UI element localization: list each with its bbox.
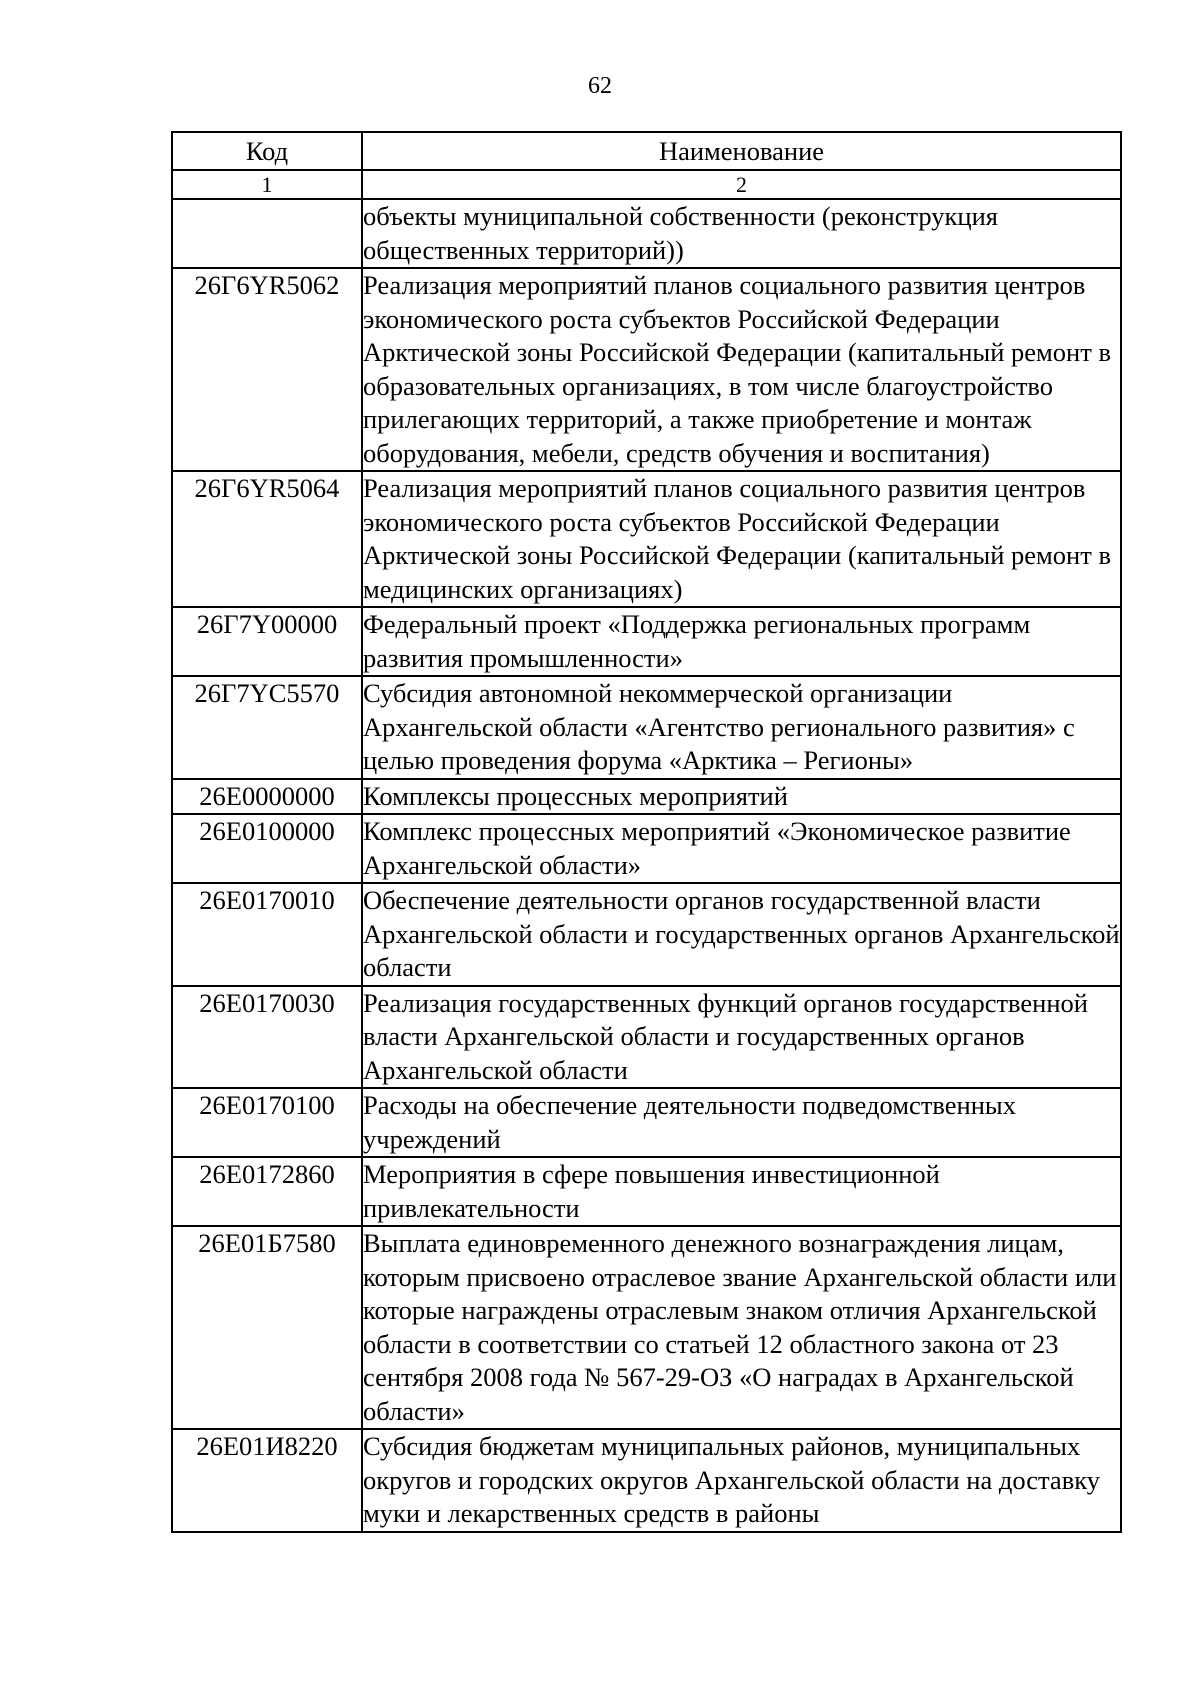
row-name: Субсидия бюджетам муниципальных районов, муниципальных округов и городских округов Архангельской области на доставку муки и лекарственных средств в районы xyxy=(362,1429,1121,1532)
table-row xyxy=(172,471,1121,607)
table-row xyxy=(172,607,1121,676)
row-code: 26Е0170030 xyxy=(172,986,362,1089)
row-name: Федеральный проект «Поддержка региональных программ развития промышленности» xyxy=(362,607,1121,676)
table-row xyxy=(172,199,1121,268)
row-code: 26Е0172860 xyxy=(172,1157,362,1226)
row-code: 26Г6YR5062 xyxy=(172,268,362,471)
row-name: Реализация государственных функций органов государственной власти Архангельской области и государственных органов Архангельской области xyxy=(362,986,1121,1089)
header-name: Наименование xyxy=(362,132,1121,170)
row-code: 26Г6YR5064 xyxy=(172,471,362,607)
row-code xyxy=(172,199,362,268)
table-row xyxy=(172,268,1121,471)
header-code: Код xyxy=(172,132,362,170)
row-code: 26Е0100000 xyxy=(172,814,362,883)
column-numbers-row xyxy=(172,170,1121,199)
row-name: Обеспечение деятельности органов государственной власти Архангельской области и государственных органов Архангельской области xyxy=(362,883,1121,986)
row-name: Субсидия автономной некоммерческой организации Архангельской области «Агентство регионального развития» с целью проведения форума «Арктика – Регионы» xyxy=(362,676,1121,779)
row-name: Мероприятия в сфере повышения инвестиционной привлекательности xyxy=(362,1157,1121,1226)
row-name: объекты муниципальной собственности (реконструкция общественных территорий)) xyxy=(362,199,1121,268)
row-name: Комплексы процессных мероприятий xyxy=(362,779,1121,815)
column-number-2: 2 xyxy=(362,170,1121,199)
row-name: Реализация мероприятий планов социального развития центров экономического роста субъектов Российской Федерации Арктической зоны Российской Федерации (капитальный ремонт в образовательных организациях, в том числе благоустройство прилегающих территорий, а также приобретение и монтаж оборудования, мебели, средств обучения и воспитания) xyxy=(362,268,1121,471)
row-code: 26Г7YC5570 xyxy=(172,676,362,779)
table-row xyxy=(172,814,1121,883)
table-row xyxy=(172,883,1121,986)
row-code: 26Е0000000 xyxy=(172,779,362,815)
row-name: Расходы на обеспечение деятельности подведомственных учреждений xyxy=(362,1088,1121,1157)
row-code: 26Е0170010 xyxy=(172,883,362,986)
row-name: Выплата единовременного денежного вознаграждения лицам, которым присвоено отраслевое звание Архангельской области или которые награждены отраслевым знаком отличия Архангельской области в соответствии со статьей 12 областного закона от 23 сентября 2008 года № 567-29-ОЗ «О наградах в Архангельской области» xyxy=(362,1226,1121,1429)
table-row xyxy=(172,1157,1121,1226)
row-code: 26Е0170100 xyxy=(172,1088,362,1157)
table-row xyxy=(172,676,1121,779)
table-row xyxy=(172,986,1121,1089)
table-row xyxy=(172,779,1121,815)
row-name: Реализация мероприятий планов социального развития центров экономического роста субъектов Российской Федерации Арктической зоны Российской Федерации (капитальный ремонт в медицинских организациях) xyxy=(362,471,1121,607)
table-row xyxy=(172,1429,1121,1532)
row-code: 26Е01И8220 xyxy=(172,1429,362,1532)
budget-classification-table xyxy=(171,131,1122,1533)
page-number: 62 xyxy=(588,73,612,99)
row-code: 26Г7Y00000 xyxy=(172,607,362,676)
table-header-row xyxy=(172,132,1121,170)
table-row xyxy=(172,1226,1121,1429)
row-name: Комплекс процессных мероприятий «Экономическое развитие Архангельской области» xyxy=(362,814,1121,883)
column-number-1: 1 xyxy=(172,170,362,199)
table-row xyxy=(172,1088,1121,1157)
row-code: 26Е01Б7580 xyxy=(172,1226,362,1429)
